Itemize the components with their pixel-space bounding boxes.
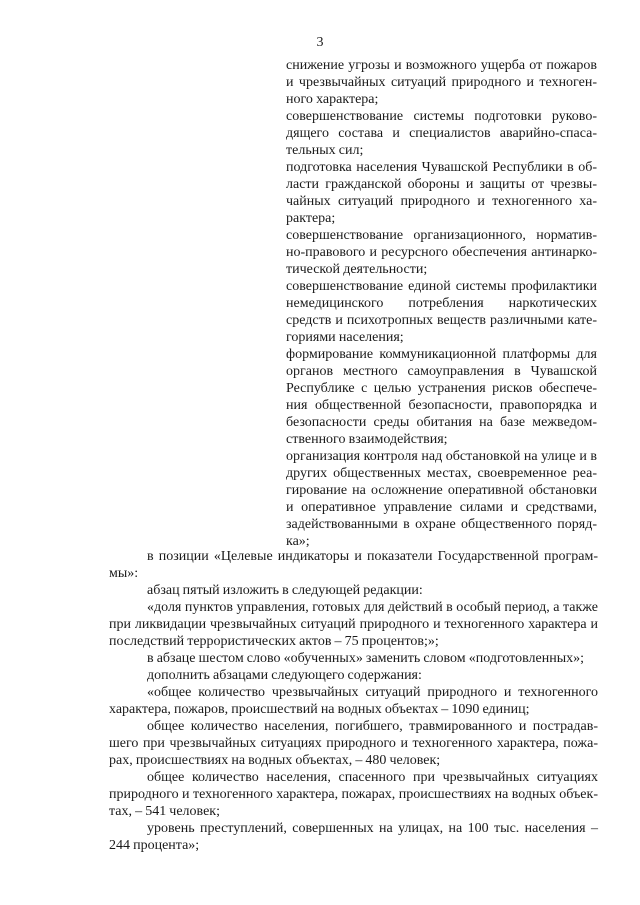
body-paragraph: «общее количество чрезвычайных ситуаций природного и техногенного характера, пожаров, происшествий на водных объектах – 1090 единиц; bbox=[109, 685, 598, 717]
column-item: совершенствование единой системы профилактики немедицинского потребления наркотических средств и психотропных веществ различными категориями населения; bbox=[286, 279, 597, 345]
body-paragraph: дополнить абзацами следующего содержания: bbox=[147, 668, 422, 683]
body-paragraph: общее количество населения, спасенного при чрезвычайных ситуациях природного и техногенного характера, пожарах, происшествиях на водных объектах, – 541 человек; bbox=[109, 770, 598, 819]
body-paragraph: в абзаце шестом слово «обученных» заменить словом «подготовленных»; bbox=[147, 651, 585, 666]
column-item: подготовка населения Чувашской Республики в области гражданской обороны и защиты от чрезвычайных ситуаций природного и техногенного характера; bbox=[286, 160, 597, 226]
column-item: совершенствование организационного, нормативно-правового и ресурсного обеспечения антинаркотической деятельности; bbox=[286, 228, 597, 277]
column-item: организация контроля над обстановкой на улице и в других общественных местах, своевременное реагирование на осложнение оперативной обстановки и оперативное управление силами и средствами, задействованными в охране общественного порядка»; bbox=[286, 449, 597, 549]
goals-column bbox=[286, 57, 597, 550]
column-item: формирование коммуникационной платформы для органов местного самоуправления в Чувашской Республике с целью устранения рисков обеспечения общественной безопасности, правопорядка и безопасности среды обитания на базе межведомственного взаимодействия; bbox=[286, 347, 597, 447]
body-paragraph: «доля пунктов управления, готовых для действий в особый период, а также при ликвидации чрезвычайных ситуаций природного и техногенного характера и последствий террористических актов – 75 процентов;»; bbox=[109, 600, 598, 649]
body-paragraph: абзац пятый изложить в следующей редакции: bbox=[147, 583, 423, 598]
column-item: совершенствование системы подготовки руководящего состава и специалистов аварийно-спасательных сил; bbox=[286, 109, 597, 158]
body-paragraph: в позиции «Целевые индикаторы и показатели Государственной программы»: bbox=[109, 549, 598, 581]
body-paragraph: общее количество населения, погибшего, травмированного и пострадавшего при чрезвычайных ситуациях природного и техногенного характера, пожарах, происшествиях на водных объектах, – 480 человек; bbox=[109, 719, 598, 768]
amendments-body bbox=[109, 548, 598, 854]
page-number: 3 bbox=[316, 35, 324, 50]
body-paragraph: уровень преступлений, совершенных на улицах, на 100 тыс. населения – 244 процента»; bbox=[109, 821, 598, 853]
column-item: снижение угрозы и возможного ущерба от пожаров и чрезвычайных ситуаций природного и техногенного характера; bbox=[286, 58, 597, 107]
